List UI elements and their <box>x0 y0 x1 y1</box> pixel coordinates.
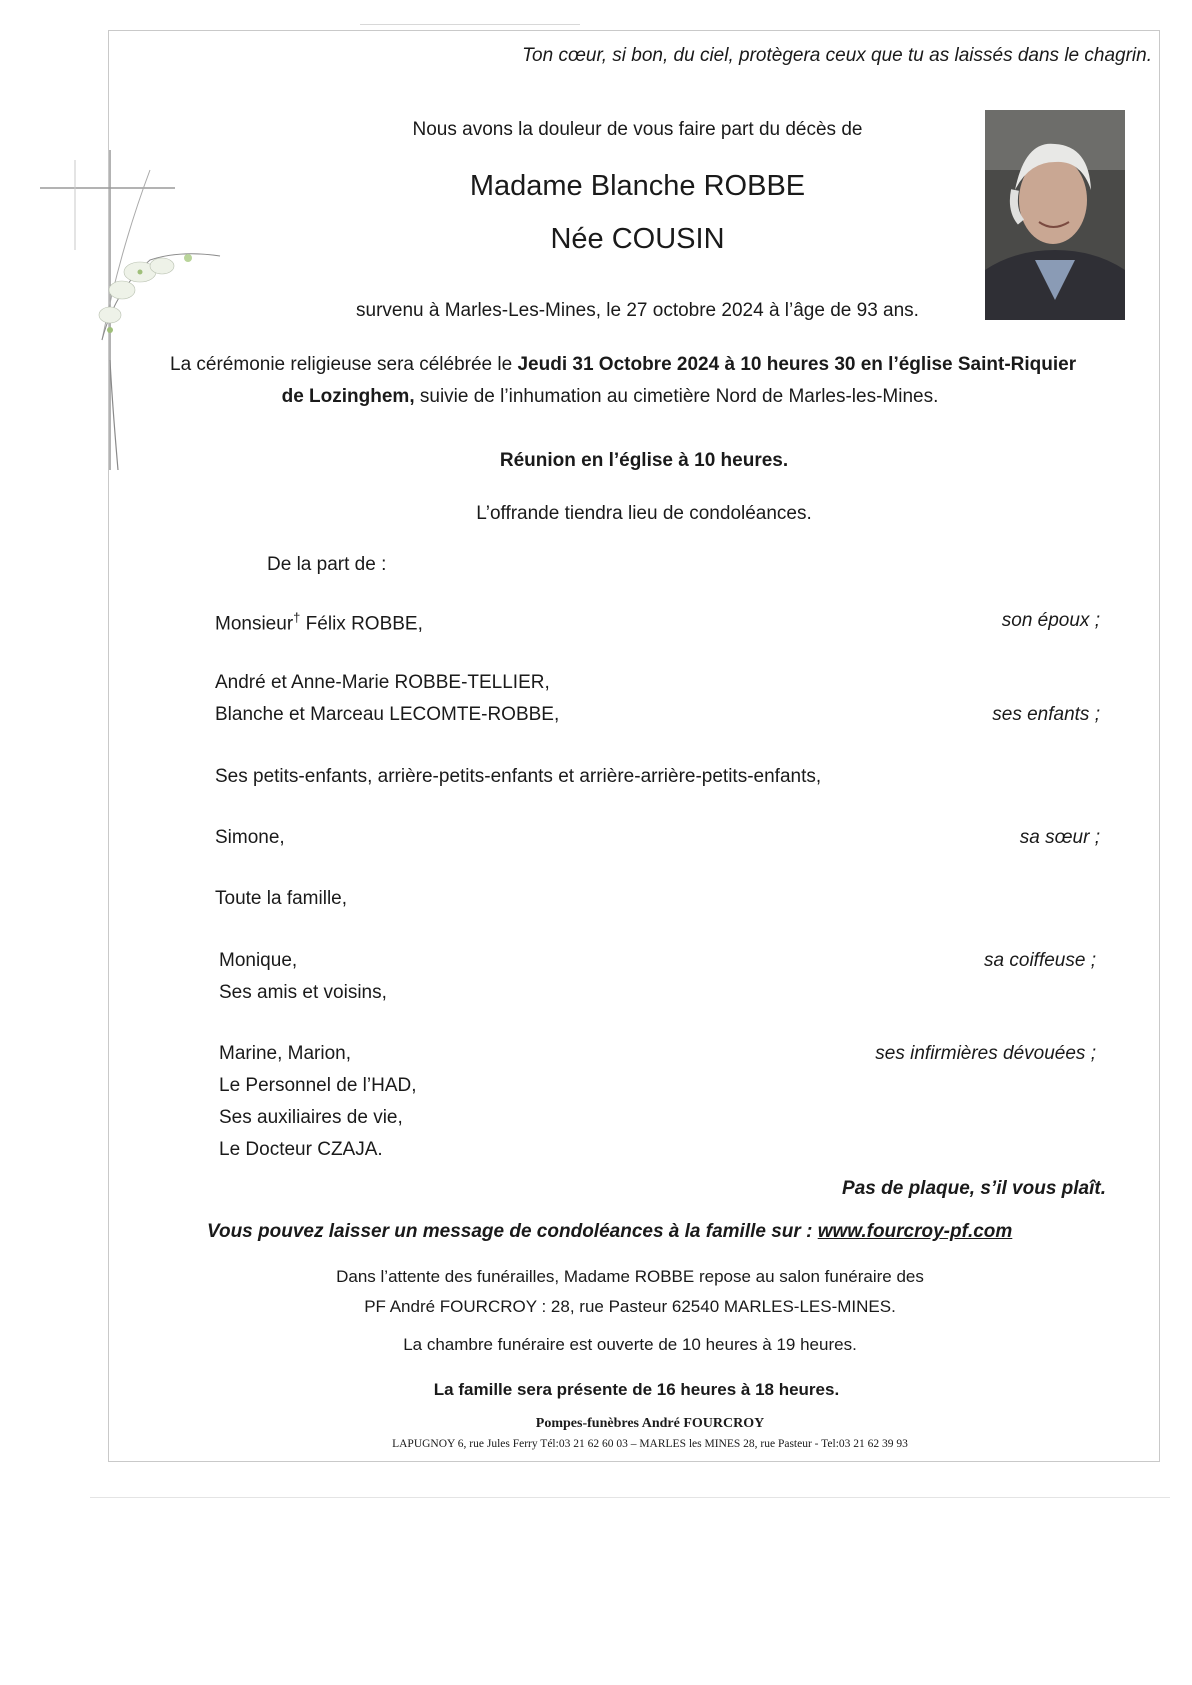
family-grandchildren: Ses petits-enfants, arrière-petits-enfants et arrière-arrière-petits-enfants, <box>215 766 822 787</box>
family-doctor: Le Docteur CZAJA. <box>219 1139 383 1160</box>
ceremony-prefix: La cérémonie religieuse sera célébrée le <box>170 354 518 375</box>
no-plaque-notice: Pas de plaque, s’il vous plaît. <box>842 1178 1106 1199</box>
ceremony-suffix: suivie de l’inhumation au cimetière Nord de Marles-les-Mines. <box>414 386 939 407</box>
ceremony-church: de Lozinghem, <box>281 386 415 407</box>
footer-company: Pompes-funèbres André FOURCROY <box>535 1416 765 1431</box>
salon-line-2: PF André FOURCROY : 28, rue Pasteur 62540 MARLES-LES-MINES. <box>364 1297 896 1316</box>
portrait-photo <box>985 110 1125 320</box>
family-nurses: Marine, Marion, <box>219 1043 351 1064</box>
scan-line <box>360 24 580 25</box>
from-label: De la part de : <box>267 554 387 575</box>
intro-text: Nous avons la douleur de vous faire part du décès de <box>412 119 863 140</box>
family-husband-relation: son époux ; <box>1001 610 1100 631</box>
funeral-room-hours: La chambre funéraire est ouverte de 10 heures à 19 heures. <box>403 1335 857 1354</box>
family-all: Toute la famille, <box>215 888 348 909</box>
condolence-website-link[interactable]: www.fourcroy-pf.com <box>817 1221 1013 1242</box>
deceased-name: Madame Blanche ROBBE <box>469 170 806 202</box>
offrande-text: L’offrande tiendra lieu de condoléances. <box>476 503 812 524</box>
condolence-message: Vous pouvez laisser un message de condoléances à la famille sur : www.fourcroy-pf.com <box>207 1221 1013 1242</box>
epitaph-quote: Ton cœur, si bon, du ciel, protègera ceux que tu as laissés dans le chagrin. <box>522 45 1152 66</box>
family-hairdresser: Monique, <box>219 950 298 971</box>
scan-line <box>90 1497 1170 1498</box>
reunion-text: Réunion en l’église à 10 heures. <box>499 450 789 471</box>
cross-symbol: † <box>293 610 301 625</box>
family-nurses-relation: ses infirmières dévouées ; <box>875 1043 1096 1064</box>
family-auxiliaries: Ses auxiliaires de vie, <box>219 1107 403 1128</box>
ceremony-date-place: Jeudi 31 Octobre 2024 à 10 heures 30 en l’église Saint-Riquier <box>517 354 1077 375</box>
family-had: Le Personnel de l’HAD, <box>219 1075 417 1096</box>
family-sister: Simone, <box>215 827 285 848</box>
family-child-1: André et Anne-Marie ROBBE-TELLIER, <box>215 672 550 693</box>
family-husband: Monsieur† Félix ROBBE, <box>215 610 423 635</box>
family-present-hours: La famille sera présente de 16 heures à 18 heures. <box>433 1380 840 1399</box>
family-child-2: Blanche et Marceau LECOMTE-ROBBE, <box>215 704 560 725</box>
salon-line-1: Dans l’attente des funérailles, Madame ROBBE repose au salon funéraire des <box>336 1267 924 1286</box>
family-sister-relation: sa sœur ; <box>1019 827 1100 848</box>
family-children-relation: ses enfants ; <box>992 704 1100 725</box>
ceremony-line-2 <box>0 386 1192 408</box>
ceremony-line-1 <box>170 354 1076 376</box>
death-details: survenu à Marles-Les-Mines, le 27 octobre 2024 à l’âge de 93 ans. <box>356 300 919 321</box>
family-friends: Ses amis et voisins, <box>219 982 387 1003</box>
footer-address: LAPUGNOY 6, rue Jules Ferry Tél:03 21 62 60 03 – MARLES les MINES 28, rue Pasteur - Tel:03 21 62 39 93 <box>392 1438 908 1450</box>
maiden-name: Née COUSIN <box>550 223 725 255</box>
family-hairdresser-relation: sa coiffeuse ; <box>984 950 1096 971</box>
